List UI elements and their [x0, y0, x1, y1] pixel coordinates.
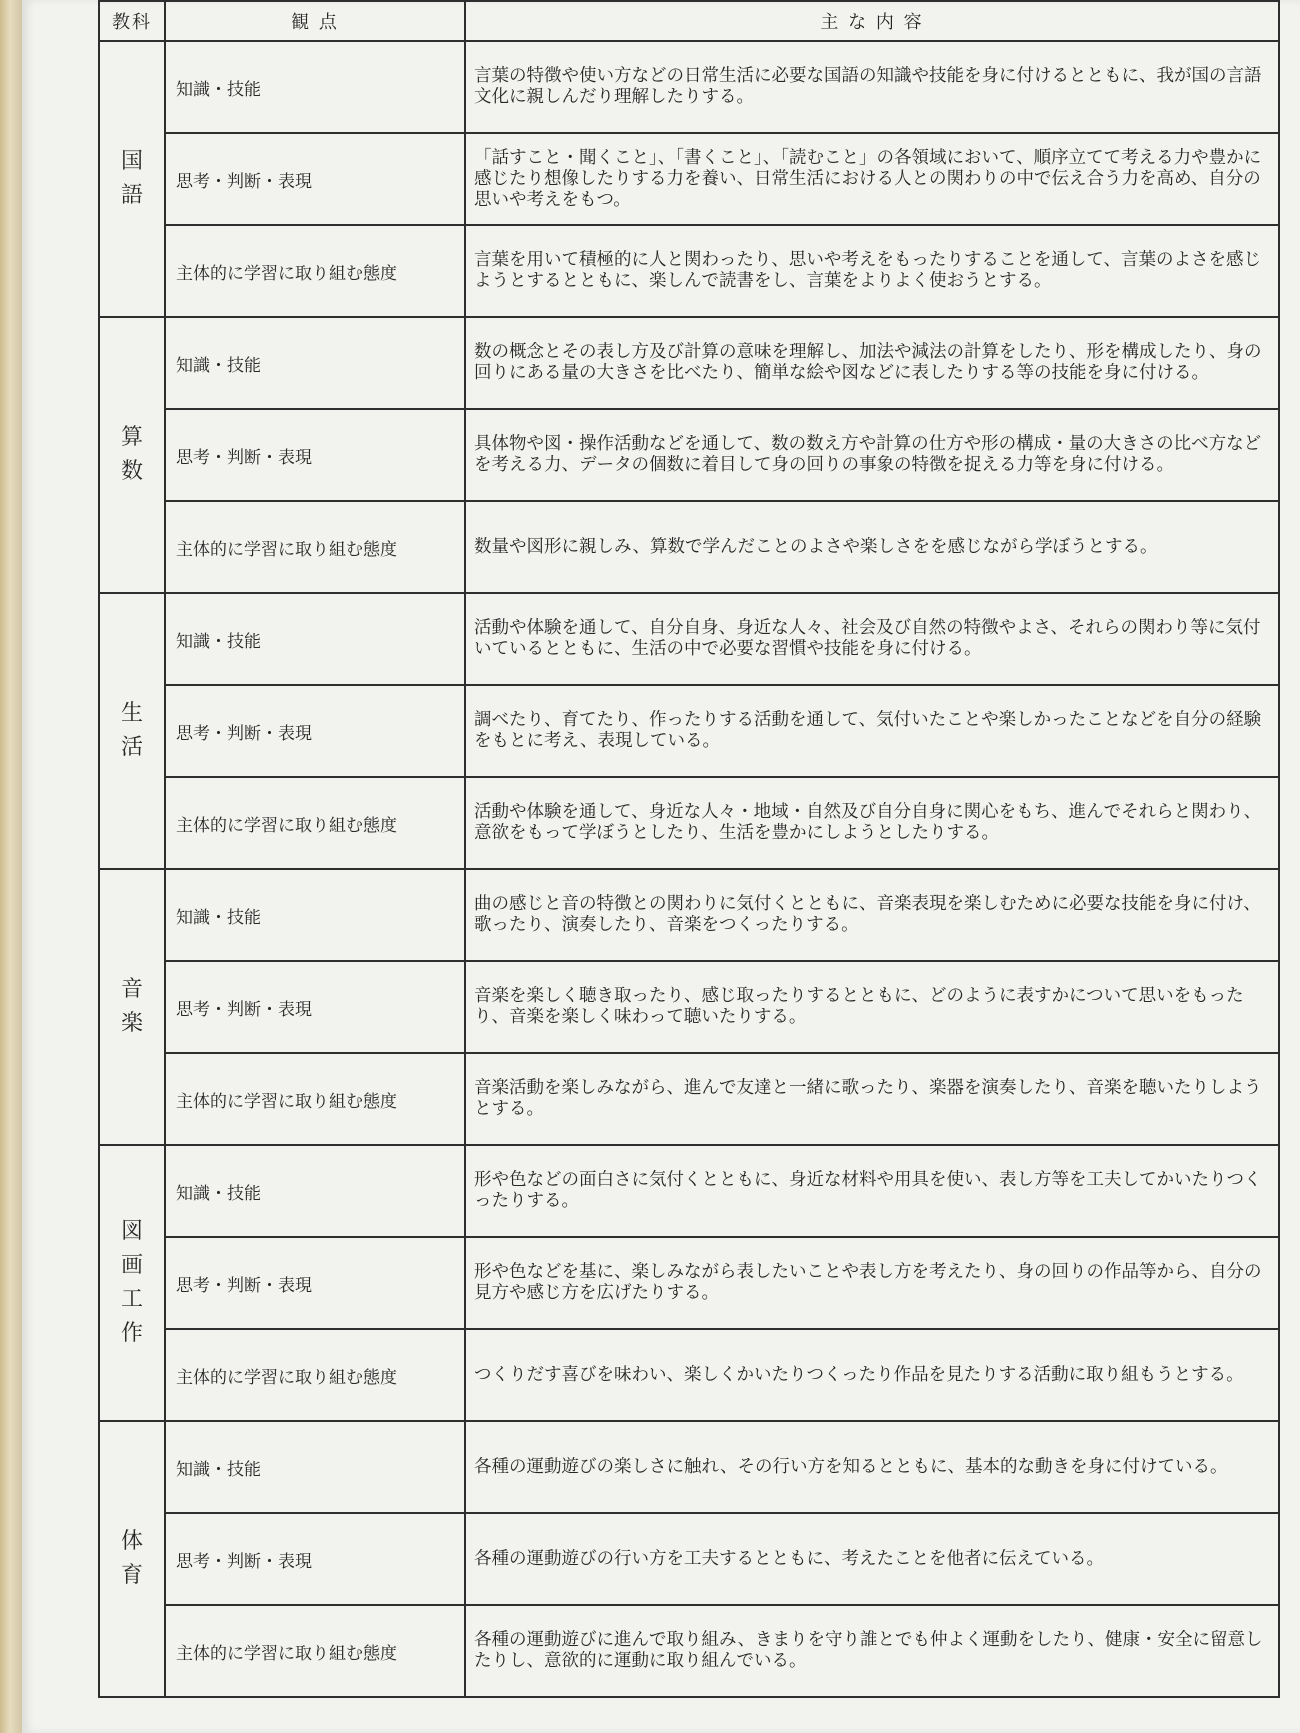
- viewpoint-cell: 思考・判断・表現: [165, 961, 465, 1053]
- viewpoint-cell: 思考・判断・表現: [165, 1237, 465, 1329]
- subject-name: 生活: [120, 701, 143, 760]
- table-row: [99, 133, 1279, 225]
- content-cell: 音楽活動を楽しみながら、進んで友達と一緒に歌ったり、楽器を演奏したり、音楽を聴いたりしようとする。: [465, 1053, 1279, 1145]
- table-row: [99, 869, 1279, 961]
- header-content: 主 な 内 容: [465, 1, 1279, 41]
- subject-cell: [99, 1421, 165, 1697]
- table-row: [99, 1329, 1279, 1421]
- viewpoint-cell: 知識・技能: [165, 593, 465, 685]
- subject-name: 算数: [120, 425, 143, 484]
- viewpoint-cell: 思考・判断・表現: [165, 409, 465, 501]
- subject-name: 図画工作: [120, 1219, 143, 1346]
- table-row: [99, 961, 1279, 1053]
- viewpoint-cell: 思考・判断・表現: [165, 685, 465, 777]
- content-cell: 数の概念とその表し方及び計算の意味を理解し、加法や減法の計算をしたり、形を構成したり、身の回りにある量の大きさを比べたり、簡単な絵や図などに表したりする等の技能を身に付ける。: [465, 317, 1279, 409]
- viewpoint-cell: 思考・判断・表現: [165, 1513, 465, 1605]
- viewpoint-cell: 主体的に学習に取り組む態度: [165, 1605, 465, 1697]
- subject-cell: [99, 869, 165, 1145]
- viewpoint-cell: 主体的に学習に取り組む態度: [165, 1053, 465, 1145]
- table-row: [99, 225, 1279, 317]
- table-row: [99, 1421, 1279, 1513]
- viewpoint-cell: 主体的に学習に取り組む態度: [165, 501, 465, 593]
- table-row: [99, 1053, 1279, 1145]
- subject-cell: [99, 593, 165, 869]
- table-row: [99, 777, 1279, 869]
- notebook-binding: [0, 0, 22, 1733]
- viewpoint-cell: 主体的に学習に取り組む態度: [165, 225, 465, 317]
- content-cell: 曲の感じと音の特徴との関わりに気付くとともに、音楽表現を楽しむために必要な技能を身に付け、歌ったり、演奏したり、音楽をつくったりする。: [465, 869, 1279, 961]
- content-cell: 音楽を楽しく聴き取ったり、感じ取ったりするとともに、どのように表すかについて思いをもったり、音楽を楽しく味わって聴いたりする。: [465, 961, 1279, 1053]
- table-row: [99, 317, 1279, 409]
- content-cell: 形や色などを基に、楽しみながら表したいことや表し方を考えたり、身の回りの作品等から、自分の見方や感じ方を広げたりする。: [465, 1237, 1279, 1329]
- viewpoint-cell: 知識・技能: [165, 1145, 465, 1237]
- evaluation-table: [98, 0, 1280, 1698]
- viewpoint-cell: 知識・技能: [165, 317, 465, 409]
- subject-cell: [99, 1145, 165, 1421]
- subject-name: 体育: [120, 1529, 143, 1588]
- header-row: [99, 1, 1279, 41]
- viewpoint-cell: 思考・判断・表現: [165, 133, 465, 225]
- content-cell: つくりだす喜びを味わい、楽しくかいたりつくったり作品を見たりする活動に取り組もうとする。: [465, 1329, 1279, 1421]
- viewpoint-cell: 知識・技能: [165, 869, 465, 961]
- table-row: [99, 501, 1279, 593]
- viewpoint-cell: 知識・技能: [165, 1421, 465, 1513]
- subject-name: 音楽: [120, 977, 143, 1036]
- content-cell: 形や色などの面白さに気付くとともに、身近な材料や用具を使い、表し方等を工夫してかいたりつくったりする。: [465, 1145, 1279, 1237]
- content-cell: 調べたり、育てたり、作ったりする活動を通して、気付いたことや楽しかったことなどを自分の経験をもとに考え、表現している。: [465, 685, 1279, 777]
- table-row: [99, 1605, 1279, 1697]
- content-cell: 各種の運動遊びの行い方を工夫するとともに、考えたことを他者に伝えている。: [465, 1513, 1279, 1605]
- header-viewpoint: 観 点: [165, 1, 465, 41]
- table-row: [99, 685, 1279, 777]
- content-cell: 活動や体験を通して、自分自身、身近な人々、社会及び自然の特徴やよさ、それらの関わり等に気付いているとともに、生活の中で必要な習慣や技能を身に付ける。: [465, 593, 1279, 685]
- content-cell: 各種の運動遊びの楽しさに触れ、その行い方を知るとともに、基本的な動きを身に付けている。: [465, 1421, 1279, 1513]
- table-row: [99, 41, 1279, 133]
- table-row: [99, 1513, 1279, 1605]
- subject-cell: [99, 317, 165, 593]
- content-cell: 言葉の特徴や使い方などの日常生活に必要な国語の知識や技能を身に付けるとともに、我が国の言語文化に親しんだり理解したりする。: [465, 41, 1279, 133]
- viewpoint-cell: 主体的に学習に取り組む態度: [165, 777, 465, 869]
- table-row: [99, 409, 1279, 501]
- subject-name: 国語: [120, 149, 143, 208]
- subject-cell: [99, 41, 165, 317]
- content-cell: 具体物や図・操作活動などを通して、数の数え方や計算の仕方や形の構成・量の大きさの比べ方などを考える力、データの個数に着目して身の回りの事象の特徴を捉える力等を身に付ける。: [465, 409, 1279, 501]
- content-cell: 各種の運動遊びに進んで取り組み、きまりを守り誰とでも仲よく運動をしたり、健康・安全に留意したりし、意欲的に運動に取り組んでいる。: [465, 1605, 1279, 1697]
- table-row: [99, 1145, 1279, 1237]
- viewpoint-cell: 主体的に学習に取り組む態度: [165, 1329, 465, 1421]
- table-row: [99, 593, 1279, 685]
- content-cell: 「話すこと・聞くこと」、「書くこと」、「読むこと」の各領域において、順序立てて考える力や豊かに感じたり想像したりする力を養い、日常生活における人との関わりの中で伝え合う力を高め、自分の思いや考えをもつ。: [465, 133, 1279, 225]
- viewpoint-cell: 知識・技能: [165, 41, 465, 133]
- table-row: [99, 1237, 1279, 1329]
- content-cell: 数量や図形に親しみ、算数で学んだことのよさや楽しさをを感じながら学ぼうとする。: [465, 501, 1279, 593]
- content-cell: 言葉を用いて積極的に人と関わったり、思いや考えをもったりすることを通して、言葉のよさを感じようとするとともに、楽しんで読書をし、言葉をよりよく使おうとする。: [465, 225, 1279, 317]
- content-cell: 活動や体験を通して、身近な人々・地域・自然及び自分自身に関心をもち、進んでそれらと関わり、意欲をもって学ぼうとしたり、生活を豊かにしようとしたりする。: [465, 777, 1279, 869]
- header-subject: 教科: [99, 1, 165, 41]
